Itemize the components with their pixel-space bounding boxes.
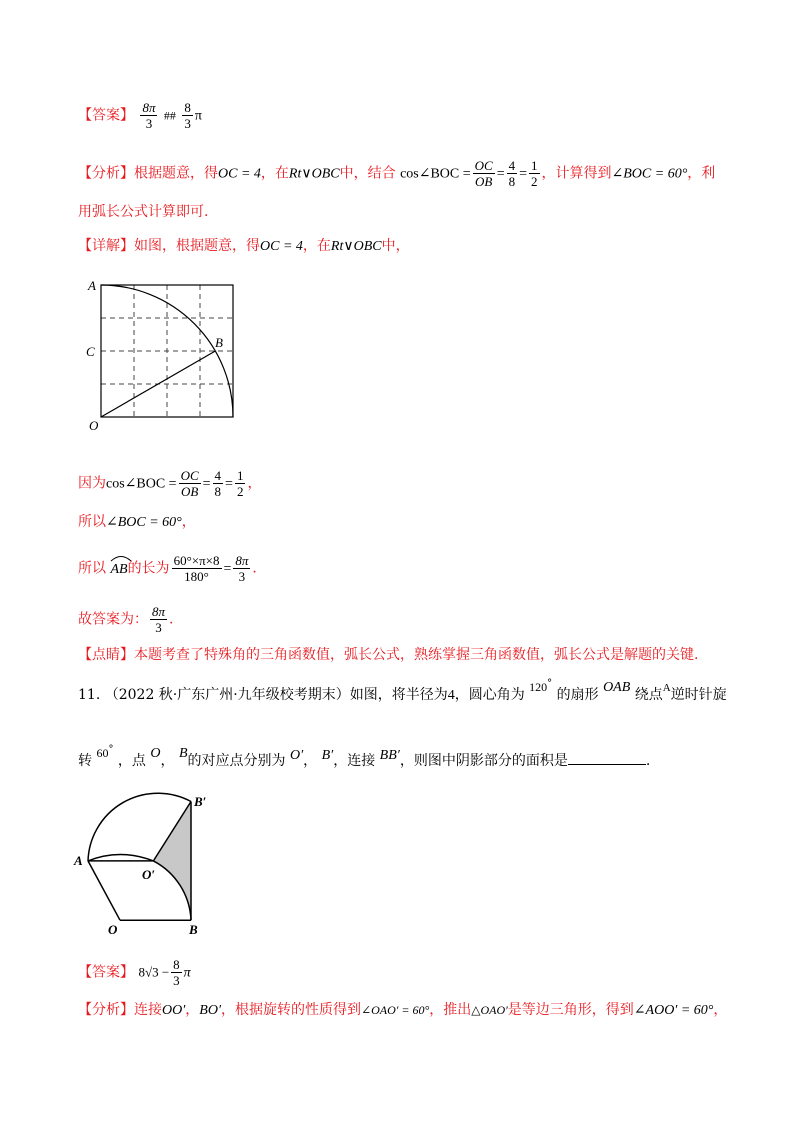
label-o-prime: O′	[142, 867, 156, 882]
triangle-label: Rt∨OBC	[288, 166, 340, 182]
angle-equation: ∠OAO′ = 60°	[361, 1003, 430, 1017]
because-text: 因为	[78, 475, 106, 492]
arc-a-o-prime	[88, 854, 153, 860]
segment-label: BO′	[199, 1003, 222, 1018]
answer-fraction-1: $\frac{8\pi}{3}$	[142, 100, 156, 131]
angle-value: 120°	[529, 678, 553, 694]
equals: =	[223, 561, 232, 577]
answer-expression: 8√3 −	[138, 964, 170, 980]
point-b-prime: B′	[321, 748, 334, 763]
question-11-line-1	[78, 678, 727, 706]
so-text: 的长为	[127, 560, 170, 577]
label-o: O	[89, 418, 99, 433]
analysis-text: 连接	[134, 1002, 162, 1018]
label-b-prime: B′	[194, 794, 207, 809]
comment-text: 本题考查了特殊角的三角函数值，弧长公式，熟练掌握三角函数值，弧长公式是解题的关键.	[134, 647, 699, 663]
segment-ob	[101, 351, 215, 417]
question-number: 11.	[78, 687, 101, 703]
analysis-text: ，利	[687, 165, 716, 182]
question-text: 如图，将半径为	[349, 687, 448, 703]
question-text: .	[645, 753, 651, 769]
analysis-label: 【分析】	[78, 1002, 134, 1018]
triangle-label: △OAO′	[471, 1003, 508, 1017]
fraction: $\frac{60^\circ\times\pi\times 8}{180^\circ}$	[173, 553, 220, 584]
question-text: 绕点	[634, 687, 663, 703]
analysis-line-2: 用弧长公式计算即可.	[78, 204, 209, 220]
final-text: 故答案为：	[78, 611, 148, 628]
label-b: B	[215, 335, 223, 350]
angle-equation: ∠BOC = 60°	[611, 166, 688, 182]
so-text: ，	[181, 514, 196, 530]
detail-text: 中，	[381, 238, 410, 254]
segment-bb-prime: BB′	[379, 748, 400, 763]
oc-equation: OC = 4	[260, 239, 303, 254]
question-source: （2022 秋·广东广州·九年级校考期末）	[104, 687, 350, 703]
segment-a-o	[88, 861, 120, 920]
radius-value: 4	[447, 688, 455, 703]
cos-expression: cos∠BOC =	[106, 476, 177, 492]
answer-line-2	[78, 957, 191, 988]
triangle-label: Rt∨OBC	[330, 239, 382, 254]
answer-label: 【答案】	[78, 964, 134, 981]
figure-rotated-sector	[70, 788, 220, 938]
so-text: .	[252, 560, 257, 577]
cos-expression: cos∠BOC =	[400, 166, 471, 182]
question-text: ，	[303, 753, 318, 769]
fraction: $\frac{OC}{OB}$	[180, 468, 199, 499]
because-text: ，	[247, 475, 262, 492]
label-a: A	[74, 853, 83, 868]
oc-equation: OC = 4	[218, 166, 261, 182]
so-line-1	[78, 512, 196, 533]
question-11-line-2	[78, 744, 651, 772]
point-o: O	[150, 746, 161, 761]
sector-name: OAB	[603, 680, 631, 695]
so-text: 所以	[78, 514, 106, 530]
question-text: 逆时针旋	[670, 687, 727, 703]
analysis-line-3	[78, 1000, 727, 1021]
fraction: $\frac{1}{2}$	[531, 158, 538, 189]
comment-label: 【点睛】	[78, 647, 134, 663]
shaded-region	[153, 802, 191, 921]
analysis-label: 【分析】	[78, 165, 134, 182]
so-line-2	[78, 553, 257, 584]
fraction: $\frac{4}{8}$	[508, 158, 516, 189]
arc-ab-symbol: AB	[110, 559, 127, 580]
grid-dashed-lines	[101, 285, 233, 417]
answer-pi: π	[183, 965, 191, 981]
label-b: B	[189, 922, 198, 937]
analysis-text: ，	[185, 1002, 200, 1018]
because-line	[78, 468, 261, 499]
so-text: 所以	[78, 560, 106, 577]
answer-pi: π	[194, 108, 202, 124]
analysis-text: ，在	[260, 165, 289, 182]
point-b: B	[178, 746, 188, 761]
answer-blank	[568, 752, 646, 765]
equals: =	[519, 166, 528, 182]
fraction: $\frac{1}{2}$	[236, 468, 244, 499]
answer-separator: ##	[163, 108, 176, 123]
answer-line-1	[78, 100, 202, 131]
equals: =	[202, 476, 211, 492]
question-text: 的扇形	[556, 687, 599, 703]
fraction: $\frac{4}{8}$	[214, 468, 222, 499]
analysis-text: ，计算得到	[541, 165, 612, 182]
question-text: ，则图中阴影部分的面积是	[399, 753, 568, 769]
answer-fraction-2: $\frac{8}{3}$	[184, 100, 191, 131]
analysis-text: 根据题意，得	[134, 165, 218, 182]
equals: =	[225, 476, 233, 492]
final-answer-line	[78, 604, 173, 635]
question-text: ，点	[117, 753, 146, 769]
analysis-text: 中，结合	[339, 165, 396, 182]
equals: =	[496, 166, 505, 182]
question-text: 转	[78, 753, 92, 769]
label-a: A	[88, 278, 96, 293]
label-o: O	[108, 922, 118, 937]
rotation-angle: 60°	[96, 744, 114, 760]
fraction: $\frac{8\pi}{3}$	[235, 553, 249, 584]
fraction: $\frac{8\pi}{3}$	[152, 604, 166, 635]
analysis-text: ，推出	[429, 1002, 472, 1018]
question-text: ，圆心角为	[454, 687, 525, 703]
detail-label: 【详解】	[78, 238, 134, 254]
question-text: 的对应点分别为	[187, 753, 286, 769]
comment-line	[78, 645, 698, 665]
detail-text: ，在	[302, 238, 331, 254]
question-text: ，连接	[333, 753, 376, 769]
detail-line	[78, 236, 410, 257]
fraction: $\frac{8}{3}$	[173, 957, 180, 988]
angle-equation: ∠AOO′ = 60°	[633, 1003, 714, 1018]
analysis-text: ，	[713, 1002, 728, 1018]
point-o-prime: O′	[289, 748, 304, 763]
segment-label: OO′	[162, 1003, 186, 1018]
answer-label: 【答案】	[78, 107, 134, 124]
detail-text: 如图，根据题意，得	[134, 238, 260, 254]
analysis-text: 是等边三角形，得到	[507, 1002, 634, 1018]
analysis-text: ，根据旋转的性质得到	[221, 1002, 362, 1018]
figure-quarter-circle	[80, 276, 250, 436]
point-a: A	[662, 682, 671, 694]
analysis-line-1	[78, 158, 715, 189]
angle-equation: ∠BOC = 60°	[106, 515, 182, 530]
label-c: C	[86, 344, 95, 359]
question-text: ，	[160, 753, 175, 769]
fraction: $\frac{OC}{OB}$	[474, 158, 493, 189]
final-text: .	[169, 611, 174, 628]
